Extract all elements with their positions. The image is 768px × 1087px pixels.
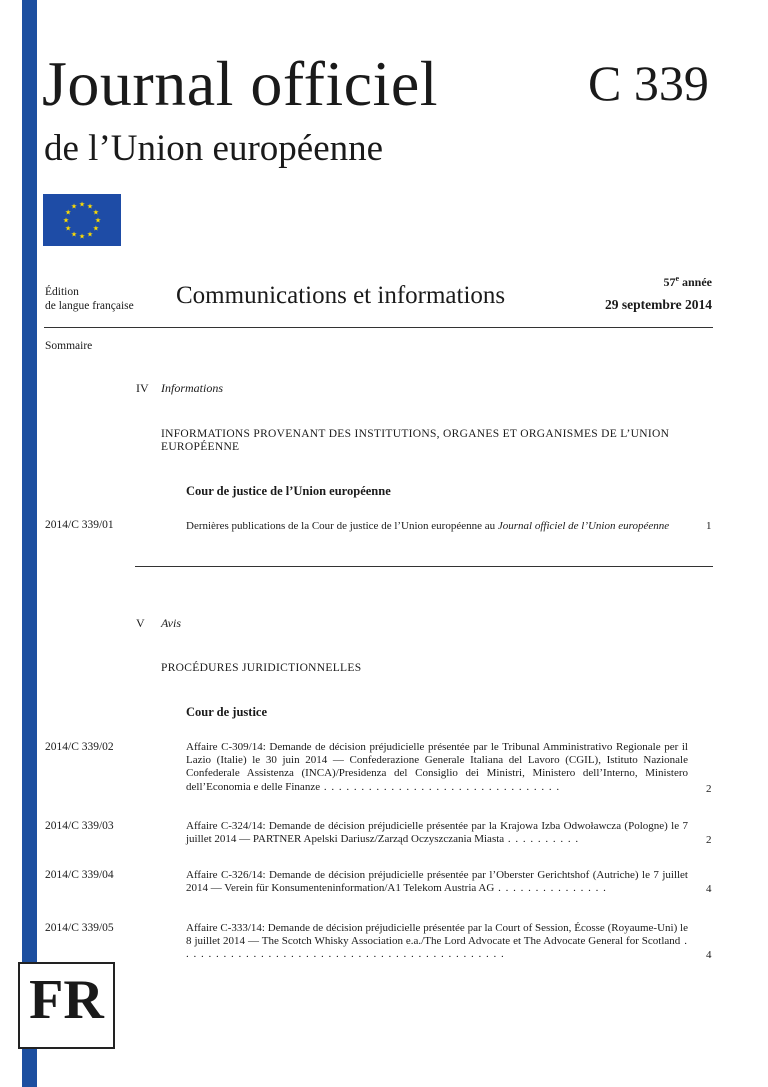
flag-star-icon: ★ (64, 208, 72, 217)
left-blue-bar (22, 0, 37, 1087)
entry-ref: 2014/C 339/05 (45, 922, 114, 934)
entry-ref: 2014/C 339/04 (45, 869, 114, 881)
entry-page: 4 (706, 883, 712, 895)
eu-flag-icon (43, 194, 121, 246)
part-v-numeral: V (136, 616, 145, 630)
part-iv-heading: INFORMATIONS PROVENANT DES INSTITUTIONS, ORGANES ET ORGANISMES DE L’UNION EUROPÉENNE (161, 428, 670, 453)
flag-star-icon: ★ (78, 232, 86, 241)
sommaire-label: Sommaire (45, 340, 93, 352)
entry-ref: 2014/C 339/02 (45, 741, 114, 753)
entry-title[interactable]: Affaire C-324/14: Demande de décision préjudicielle présentée par la Krajowa Izba Odwoławcza (Pologne) le 7 juillet 2014 — PARTNER Apelski Dariusz/Zarząd Oczyszczania Miasta . . . . . . . . . . (186, 820, 688, 846)
flag-star-icon: ★ (92, 224, 100, 233)
journal-title: Journal officiel (42, 48, 439, 119)
flag-star-icon: ★ (70, 230, 78, 239)
part-iv-numeral: IV (136, 381, 149, 395)
flag-star-icon: ★ (92, 208, 100, 217)
entry-title[interactable]: Affaire C-309/14: Demande de décision préjudicielle présentée par le Tribunal Amministrativo Regionale per il Lazio (Italie) le 30 juin 2014 — Confederazione Generale Italiana del Lavoro (CGIL), Istituto Nazionale Confederale Assistenza (INCA)/Presidenza del Consiglio dei Ministri, Ministero dell’Interno, Ministero dell’Economia e delle Finanze . . . . . . . . . . . . . . . . . . . . . . . . . . . . . . . . (186, 741, 688, 793)
flag-star-icon: ★ (62, 216, 70, 225)
edition-line-2: de langue française (45, 300, 134, 312)
part-divider (135, 566, 713, 567)
entry-page: 2 (706, 783, 712, 795)
language-badge (18, 962, 115, 1049)
entry-page: 2 (706, 834, 712, 846)
edition-line-1: Édition (45, 286, 79, 298)
entry-ref: 2014/C 339/01 (45, 519, 114, 531)
edition-label (45, 285, 134, 313)
entry-title[interactable]: Affaire C-333/14: Demande de décision préjudicielle présentée par la Court of Session, Écosse (Royaume-Uni) le 8 juillet 2014 — The Scotch Whisky Association e.a./The Lord Advocate et The Advocate General for Scotland . . . . . . . . . . . . . . . . . . . . . . . . . . . . . . . . . . . . . . . . . . . . (186, 922, 689, 961)
flag-star-icon: ★ (64, 224, 72, 233)
flag-star-icon: ★ (70, 202, 78, 211)
entry-title[interactable]: Dernières publications de la Cour de justice de l’Union européenne au Journal officiel de l’Union européenne (186, 520, 670, 532)
issue-number: C 339 (588, 55, 709, 111)
entry-ref: 2014/C 339/03 (45, 820, 114, 832)
entry-page: 1 (706, 520, 712, 532)
journal-subtitle: de l’Union européenne (44, 128, 384, 169)
flag-star-icon: ★ (86, 230, 94, 239)
entry-title[interactable]: Affaire C-326/14: Demande de décision préjudicielle présentée par l’Oberster Gerichtshof (Autriche) le 7 juillet 2014 — Verein für Konsumenteninformation/A1 Telekom Austria AG . . . . . . . . . . . . . . . (186, 869, 688, 895)
flag-star-icon: ★ (86, 202, 94, 211)
part-iv-court: Cour de justice de l’Union européenne (186, 484, 391, 498)
part-iv-title: Informations (161, 381, 224, 395)
series-title: Communications et informations (176, 282, 506, 309)
part-v-court: Cour de justice (186, 705, 268, 719)
language-code: FR (29, 969, 104, 1031)
header-divider (44, 327, 713, 328)
publication-date: 29 septembre 2014 (605, 297, 712, 312)
part-v-heading: PROCÉDURES JURIDICTIONNELLES (161, 662, 362, 674)
flag-star-icon: ★ (94, 216, 102, 225)
part-v-title: Avis (161, 616, 181, 630)
entry-page: 4 (706, 949, 712, 961)
year-label: 57e année (663, 274, 712, 289)
flag-star-icon: ★ (78, 200, 86, 209)
